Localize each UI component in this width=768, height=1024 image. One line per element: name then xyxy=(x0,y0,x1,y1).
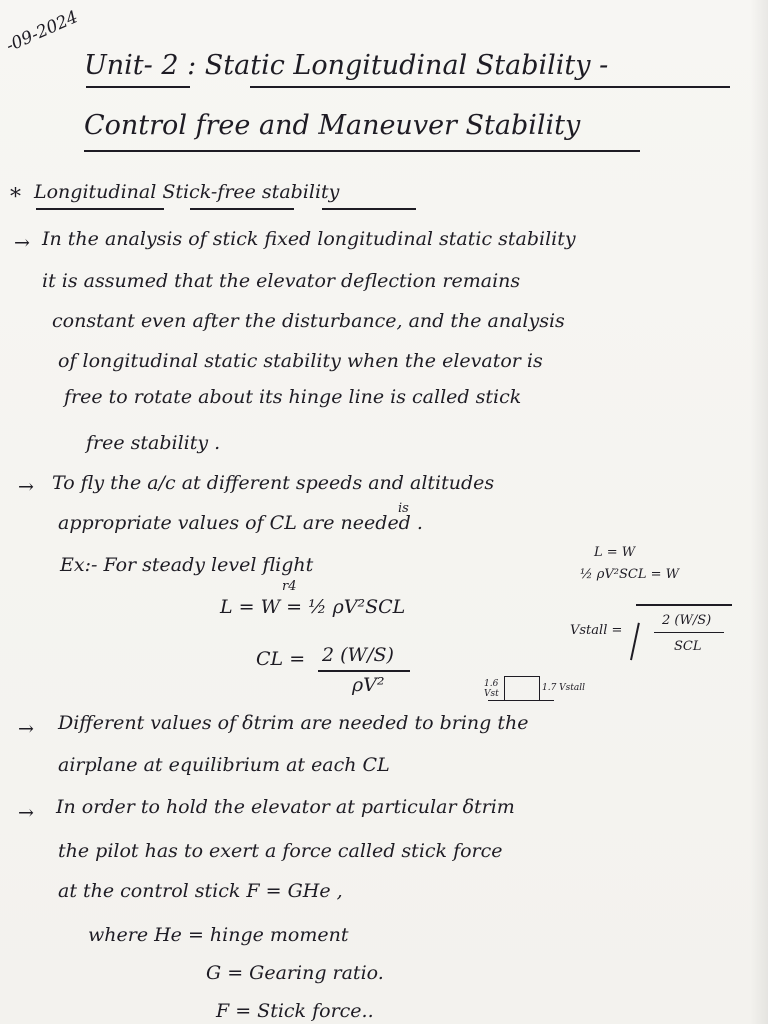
speed-band-left-label: 1.6 xyxy=(484,679,499,689)
page-edge-shadow xyxy=(750,0,768,1024)
vstall-denominator: SCL xyxy=(674,639,702,654)
heading-underline-1 xyxy=(36,208,164,210)
heading-underline-2 xyxy=(190,208,294,210)
p4-line-2: the pilot has to exert a force called stick force xyxy=(58,840,503,862)
equation-cl-lhs: CL = xyxy=(256,648,306,670)
side-eq-2: ½ ρV²SCL = W xyxy=(580,567,679,582)
equation-cl-numerator: 2 (W/S) xyxy=(322,644,394,666)
p3-line-1: Different values of δtrim are needed to bring the xyxy=(58,712,529,734)
vstall-numerator: 2 (W/S) xyxy=(662,613,712,628)
title-line-1: Unit- 2 : Static Longitudinal Stability - xyxy=(84,50,609,81)
p1-line-6: free stability . xyxy=(86,432,221,454)
p1-line-2: it is assumed that the elevator deflection remains xyxy=(42,270,521,292)
speed-band-sketch xyxy=(504,676,540,701)
vstall-fraction-bar xyxy=(654,632,724,633)
heading-underline-3 xyxy=(322,208,416,210)
title-underline-3 xyxy=(84,150,640,152)
arrow-bullet: → xyxy=(18,802,34,824)
p3-line-2: airplane at equilibrium at each CL xyxy=(58,754,390,776)
title-line-2: Control free and Maneuver Stability xyxy=(84,110,581,141)
definition-g: G = Gearing ratio. xyxy=(206,962,384,984)
equation-mark: r4 xyxy=(282,579,297,594)
definition-f: F = Stick force.. xyxy=(216,1000,374,1022)
p2-line-2: appropriate values of CL are needed . xyxy=(58,512,423,534)
heading-star: * xyxy=(10,185,21,210)
p4-line-1: In order to hold the elevator at particular δtrim xyxy=(56,796,515,818)
side-eq-1: L = W xyxy=(594,545,636,560)
p1-line-5: free to rotate about its hinge line is called stick xyxy=(64,386,522,408)
arrow-bullet: → xyxy=(18,718,34,740)
p1-line-3: constant even after the disturbance, and the analysis xyxy=(52,310,565,332)
equation-cl-denominator: ρV² xyxy=(352,674,385,696)
p2-line-1: To fly the a/c at different speeds and altitudes xyxy=(52,472,495,494)
speed-band-baseline xyxy=(488,700,554,701)
insert-is: is xyxy=(398,501,409,516)
arrow-bullet: → xyxy=(18,476,34,498)
sqrt-sign xyxy=(630,623,639,660)
speed-band-right-label: 1.7 Vstall xyxy=(542,683,586,693)
example-line: Ex:- For steady level flight xyxy=(60,554,314,576)
sqrt-bar xyxy=(636,604,732,606)
arrow-bullet: → xyxy=(14,232,30,254)
p1-line-4: of longitudinal static stability when the elevator is xyxy=(58,350,543,372)
section-heading: Longitudinal Stick-free stability xyxy=(34,181,340,203)
title-underline-1 xyxy=(86,86,190,88)
speed-band-left-label-2: Vst xyxy=(484,689,499,699)
fraction-bar xyxy=(318,670,410,672)
p4-line-3: at the control stick F = GHe , xyxy=(58,880,343,902)
date: -09-2024 xyxy=(3,7,82,57)
definition-he: where He = hinge moment xyxy=(88,924,349,946)
p1-line-1: In the analysis of stick fixed longitudinal static stability xyxy=(42,228,576,250)
vstall-label: Vstall = xyxy=(570,623,623,638)
equation-lift: L = W = ½ ρV²SCL xyxy=(220,596,406,618)
title-underline-2 xyxy=(250,86,730,88)
